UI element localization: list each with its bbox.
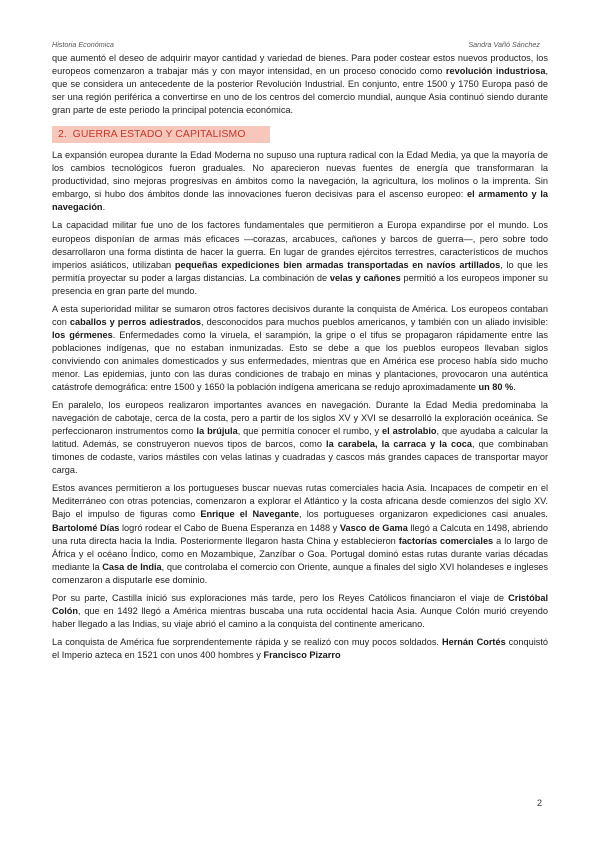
section-heading [52,126,270,143]
page-number: 2 [536,798,542,808]
page-header [52,40,540,49]
page-content [52,52,548,667]
body-paragraph-2: La capacidad militar fue uno de los factores fundamentales que permitieron a Europa expandirse por el mundo. Los europeos disponían de armas más eficaces —corazas, arcabuces, cañones y barcos de guerra—, pero sobre todo desarrollaron una forma distinta de hacer la guerra. En lugar de grandes ejércitos terrestres, característicos de muchos imperios asiáticos, utilizaban pequeñas expediciones bien armadas transportadas en navíos artillados, lo que les permitía proyectar su poder a largas distancias. La combinación de velas y cañones permitió a los europeos imponer su presencia en gran parte del mundo. [52,220,549,296]
section-title-text: GUERRA ESTADO Y CAPITALISMO [72,129,246,141]
header-author: Sandra Vañó Sánchez [468,40,540,49]
intro-paragraph: que aumentó el deseo de adquirir mayor cantidad y variedad de bienes. Para poder costear estos nuevos productos, los europeos comenzaron a trabajar más y con mayor intensidad, en un proceso conocido como revolución industriosa, que se considera un antecedente de la posterior Revolución Industrial. En conjunto, entre 1500 y 1750 Europa pasó de ser una región periférica a convertirse en uno de los centros del comercio mundial, aunque Asia continuó siendo durante gran parte de este periodo la principal potencia económica. [52,53,548,116]
header-subject: Historia Económica [52,40,114,49]
body-paragraph-5: Estos avances permitieron a los portugueses buscar nuevas rutas comerciales hacia Asia. Incapaces de competir en el Mediterráneo con otras potencias, comenzaron a explorar el Atlántico y la costa africana desde comienzos del siglo XV. Bajo el impulso de figuras como Enrique el Navegante, los portugueses organizaron expediciones casi anuales. Bartolomé Días logró rodear el Cabo de Buena Esperanza en 1488 y Vasco de Gama llegó a Calcuta en 1498, abriendo una ruta directa hacia la India. Posteriormente llegaron hasta China y establecieron factorías comerciales a lo largo de África y el océano Índico, como en Mozambique, Zanzíbar o Goa. Portugal dominó estas rutas durante varias décadas mediante la Casa de India, que controlaba el comercio con Oriente, aunque a finales del siglo XVI holandeses e ingleses comenzaron a disputarle ese dominio. [52,483,548,585]
body-paragraph-1: La expansión europea durante la Edad Moderna no supuso una ruptura radical con la Edad Media, ya que la mayoría de los cambios tecnológicos fueron graduales. No aparecieron nuevas fuentes de energía que transformaran la productividad, sino mejoras progresivas en ámbitos como la navegación, la agricultura, los molinos o la imprenta. Sin embargo, si hubo dos ámbitos donde las innovaciones fueron decisivas para el ascenso europeo: el armamento y la navegación. [52,150,548,213]
body-paragraph-4: En paralelo, los europeos realizaron importantes avances en navegación. Durante la Edad Media predominaba la navegación de cabotaje, cerca de la costa, pero a partir de los siglos XV y XVI se desarrolló la exploración oceánica. Se perfeccionaron instrumentos como la brújula, que permitía conocer el rumbo, y el astrolabio, que ayudaba a calcular la latitud. Además, se construyeron nuevos tipos de barcos, como la carabela, la carraca y la coca, que combinaban timones de codaste, varios mástiles con velas latinas y cuadradas y cascos más grandes capaces de transportar mayor carga. [52,400,549,476]
body-paragraph-7: La conquista de América fue sorprendentemente rápida y se realizó con muy pocos soldados. Hernán Cortés conquistó el Imperio azteca en 1521 con unos 400 hombres y Francisco Pizarro [52,636,548,660]
section-number: 2. [58,129,67,141]
body-paragraph-6: Por su parte, Castilla inició sus exploraciones más tarde, pero los Reyes Católicos financiaron el viaje de Cristóbal Colón, que en 1492 llegó a América mientras buscaba una ruta occidental hacia Asia. Aunque Colón murió creyendo haber llegado a las Indias, su viaje abrió el camino a la conquista del continente americano. [52,592,548,629]
body-paragraph-3: A esta superioridad militar se sumaron otros factores decisivos durante la conquista de América. Los europeos contaban con caballos y perros adiestrados, desconocidos para muchos pueblos americanos, y también con un aliado invisible: los gérmenes. Enfermedades como la viruela, el sarampión, la gripe o el tifus se propagaron rápidamente entre las poblaciones indígenas, que no estaban inmunizadas. Esto se debe a que los pueblos europeos llevaban siglos conviviendo con animales domesticados y sus enfermedades, mientras que en América ese proceso había sido mucho menor. Las epidemias, junto con las duras condiciones de trabajo en minas y plantaciones, provocaron una auténtica catástrofe demográfica: entre 1500 y 1650 la población indígena americana se redujo aproximadamente un 80 %. [52,303,548,393]
